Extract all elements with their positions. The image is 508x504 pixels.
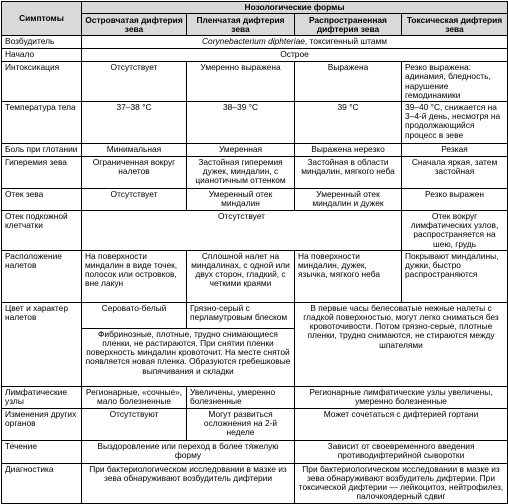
table-cell: Умеренная	[187, 144, 295, 157]
table-cell: Отсутствует	[82, 62, 187, 102]
row-label: Диагностика	[2, 463, 82, 503]
table-cell: Регионарные лимфатические узлы увеличены, умеренно болезненные	[295, 386, 508, 408]
table-cell: Отек вокруг лимфатических узлов, распространяется на шею, грудь	[402, 211, 508, 251]
header-form-widespread: Распространенная дифтерия зева	[295, 14, 402, 36]
row-label: Гиперемия зева	[2, 157, 82, 189]
header-form-membranous: Пленчатая дифтерия зева	[187, 14, 295, 36]
table-cell: На поверхности миндалин в виде точек, полосок или островков, вне лакун	[82, 250, 187, 302]
table-row	[2, 250, 508, 302]
table-cell: Отсутствует	[82, 211, 402, 251]
header-symptoms: Симптомы	[2, 2, 82, 36]
table-cell: Резкая	[402, 144, 508, 157]
table-cell: На поверхности миндалин, дужек, язычка, мягкого неба	[295, 250, 402, 302]
table-cell: Умеренный отек миндалин	[187, 189, 295, 211]
table-cell: Фибринозные, плотные, трудно снимающиеся пленки, не растираются. При снятии пленки поверхность миндалин кровоточит. На месте снятой появляется новая пленка. Образуются гребешковые выпячивания и складки	[82, 328, 295, 386]
table-cell: Может сочетаться с дифтерией гортани	[295, 408, 508, 440]
row-label: Возбудитель	[2, 36, 82, 49]
table-cell: Сплошной налет на миндалинах, с одной или двух сторон, гладкий, с четкими краями	[187, 250, 295, 302]
row-label: Температура тела	[2, 102, 82, 144]
table-row	[2, 49, 508, 62]
table-cell: Ограниченная вокруг налетов	[82, 157, 187, 189]
table-cell: Застойная в области миндалин, мягкого неба	[295, 157, 402, 189]
table-cell: Выражена нерезко	[295, 144, 402, 157]
table-row	[2, 144, 508, 157]
table-cell: Умеренный отек миндалин и дужек	[295, 189, 402, 211]
table-row	[2, 36, 508, 49]
table-cell: Острое	[82, 49, 508, 62]
table-cell: Резко выражена: адинамия, бледность, нарушение гемодинамики	[402, 62, 508, 102]
table-row	[2, 386, 508, 408]
table-cell: Резко выражен	[402, 189, 508, 211]
table-cell: Сначала яркая, затем застойная	[402, 157, 508, 189]
table-cell: В первые часы белесоватые нежные налеты с гладкой поверхностью, могут легко сниматься без кровоточивости. Потом грязно-серые, плотные пленки, трудно снимаются, не стираются между шпателями	[295, 302, 508, 386]
row-label: Лимфатические узлы	[2, 386, 82, 408]
table-row	[2, 157, 508, 189]
table-cell: Регионарные, «сочные», мало болезненные	[82, 386, 187, 408]
header-form-insular: Островчатая дифтерия зева	[82, 14, 187, 36]
row-label: Начало	[2, 49, 82, 62]
table-cell: Отсутствует	[82, 189, 187, 211]
pathogen-species: Corynebacterium diphteriae	[202, 36, 305, 47]
table-cell: Покрывают миндалины, дужки, быстро распространяются	[402, 250, 508, 302]
table-row	[2, 463, 508, 503]
row-label: Расположение налетов	[2, 250, 82, 302]
header-nosological-forms: Нозологические формы	[82, 2, 508, 14]
row-label: Изменения других органов	[2, 408, 82, 440]
table-cell: Отсутствуют	[82, 408, 187, 440]
header-form-toxic: Токсическая дифтерия зева	[402, 14, 508, 36]
table-cell: Зависит от своевременного введения противодифтерийной сыворотки	[295, 440, 508, 463]
table-cell: При бактериологическом исследовании в мазке из зева обнаруживают возбудитель дифтерии. При токсической дифтерии — лейкоцитоз, нейтрофилез, палочкоядерный сдвиг	[295, 463, 508, 503]
table-cell: Выражена	[295, 62, 402, 102]
table-row	[2, 211, 508, 251]
row-label: Цвет и характер налетов	[2, 302, 82, 386]
row-label: Течение	[2, 440, 82, 463]
differential-diagnosis-table	[1, 1, 508, 504]
table-cell: Минимальная	[82, 144, 187, 157]
table-row	[2, 102, 508, 144]
pathogen-cell	[82, 36, 508, 49]
table-cell: Грязно-серый с перламутровым блеском	[187, 302, 295, 328]
pathogen-strain: , токсигенный штамм	[304, 36, 388, 47]
table-cell: Выздоровление или переход в более тяжелую форму	[82, 440, 295, 463]
row-label: Отек подкожной клетчатки	[2, 211, 82, 251]
table-cell: Увеличены, умеренно болезненные	[187, 386, 295, 408]
table-cell: При бактериологическом исследовании в мазке из зева обнаруживают возбудитель дифтерии	[82, 463, 295, 503]
table-cell: 39 °С	[295, 102, 402, 144]
table-row	[2, 440, 508, 463]
table-cell: Умеренно выражена	[187, 62, 295, 102]
table-cell: Застойная гиперемия дужек, миндалин, с цианотичным оттенком	[187, 157, 295, 189]
row-label: Отек зева	[2, 189, 82, 211]
row-label: Боль при глотании	[2, 144, 82, 157]
table-row	[2, 62, 508, 102]
row-label: Интоксикация	[2, 62, 82, 102]
table-cell: 38–39 °С	[187, 102, 295, 144]
table-cell: 39–40 °С, снижается на 3–4-й день, несмотря на продолжающийся процесс в зеве	[402, 102, 508, 144]
table-row	[2, 408, 508, 440]
table-cell: 37–38 °С	[82, 102, 187, 144]
table-row	[2, 189, 508, 211]
table-cell: Могут развиться осложнения на 2-й неделе	[187, 408, 295, 440]
table-row	[2, 302, 508, 328]
table-cell: Серовато-белый	[82, 302, 187, 328]
